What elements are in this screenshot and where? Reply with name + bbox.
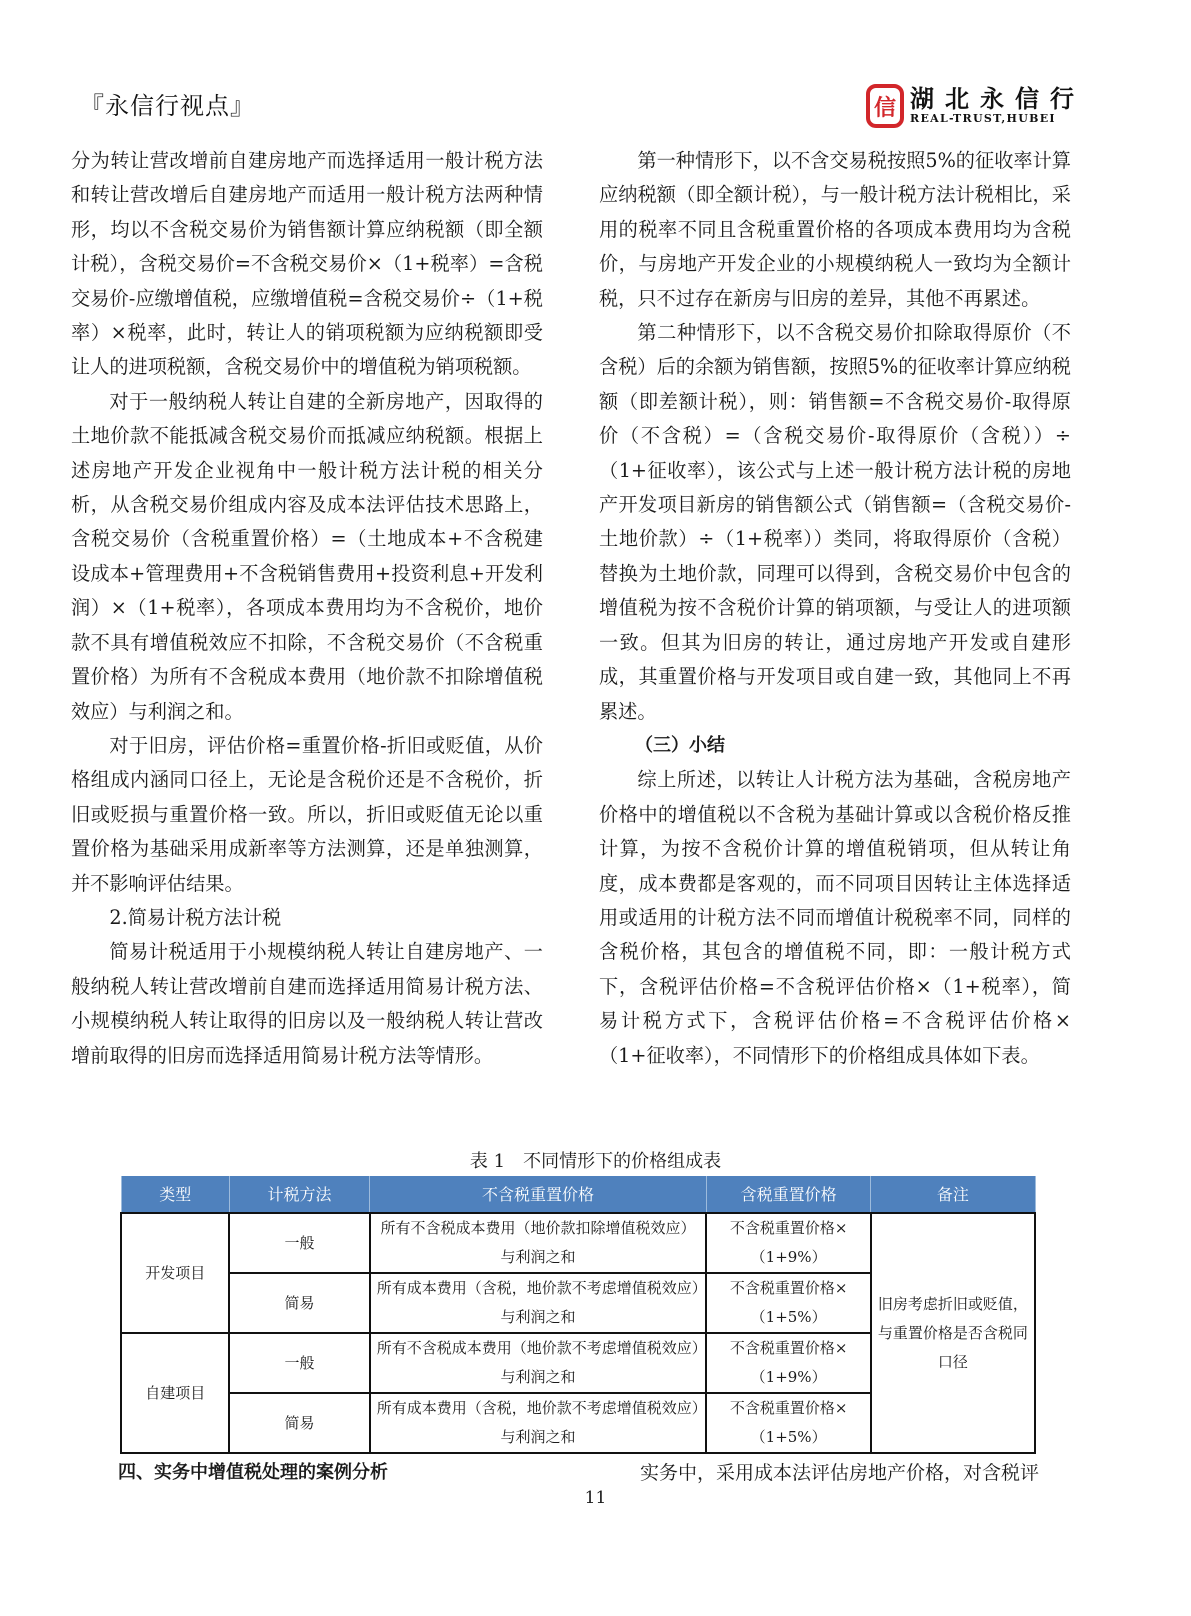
price-composition-table [120, 1176, 1036, 1454]
paragraph-continuation: 实务中，采用成本法评估房地产价格，对含税评 [640, 1462, 1040, 1484]
excl-tax-cell: 所有成本费用（含税，地价款不考虑增值税效应）与利润之和 [370, 1393, 707, 1453]
column-header-remark: 备注 [871, 1176, 1035, 1213]
paragraph: 对于旧房，评估价格=重置价格-折旧或贬值，从价格组成内涵同口径上，无论是含税价还是不含税价，折旧或贬损与重置价格一致。所以，折旧或贬值无论以重置价格为基础采用成新率等方法测算，还是单独测算，并不影响评估结果。 [71, 733, 543, 895]
subsection-heading: 2.简易计税方法计税 [109, 905, 282, 929]
seal-icon: 信 [866, 84, 904, 128]
paragraph: 分为转让营改增前自建房地产而选择适用一般计税方法和转让营改增后自建房地产而适用一般计税方法两种情形，均以不含税交易价为销售额计算应纳税额（即全额计税），含税交易价=不含税交易价×（1+税率）=含税交易价-应缴增值税，应缴增值税=含税交易价÷（1+税率）×税率，此时，转让人的销项税额为应纳税额即受让人的进项税额，含税交易价中的增值税为销项税额。 [71, 149, 543, 379]
table-header-row [121, 1176, 1035, 1213]
excl-tax-cell: 所有成本费用（含税，地价款不考虑增值税效应）与利润之和 [370, 1273, 707, 1333]
company-logo [866, 80, 1085, 132]
table-row [121, 1213, 1035, 1273]
table-caption: 表 1 不同情形下的价格组成表 [469, 1151, 722, 1172]
column-header-excl-tax: 不含税重置价格 [370, 1176, 707, 1213]
section-heading: 四、实务中增值税处理的案例分析 [118, 1462, 388, 1483]
right-column [599, 144, 1071, 1073]
publication-title: 『永信行视点』 [80, 92, 255, 120]
paragraph: 综上所述，以转让人计税方法为基础，含税房地产价格中的增值税以不含税为基础计算或以含税价格反推计算，为按不含税价计算的增值税销项，但从转让角度，成本费都是客观的，而不同项目因转让主体选择适用或适用的计税方法不同而增值计税税率不同，同样的含税价格，其包含的增值税不同，即：一般计税方式下，含税评估价格=不含税评估价格×（1+税率），简易计税方式下，含税评估价格=不含税评估价格×（1+征收率），不同情形下的价格组成具体如下表。 [599, 768, 1071, 1067]
paragraph: 简易计税适用于小规模纳税人转让自建房地产、一般纳税人转让营改增前自建而选择适用简易计税方法、小规模纳税人转让取得的旧房以及一般纳税人转让营改增前取得的旧房而选择适用简易计税方法等情形。 [71, 940, 543, 1067]
type-cell: 自建项目 [121, 1333, 229, 1453]
excl-tax-cell: 所有不含税成本费用（地价款不考虑增值税效应）与利润之和 [370, 1333, 707, 1393]
section-heading: （三）小结 [635, 734, 725, 756]
incl-tax-cell: 不含税重置价格×（1+9%） [706, 1333, 870, 1393]
method-cell: 一般 [229, 1333, 369, 1393]
column-header-method: 计税方法 [229, 1176, 369, 1213]
page-number: 11 [584, 1488, 607, 1508]
column-header-incl-tax: 含税重置价格 [706, 1176, 870, 1213]
method-cell: 简易 [229, 1273, 369, 1333]
excl-tax-cell: 所有不含税成本费用（地价款扣除增值税效应）与利润之和 [370, 1213, 707, 1273]
logo-chinese-name: 湖北永信行 [910, 85, 1085, 113]
column-header-type: 类型 [121, 1176, 229, 1213]
incl-tax-cell: 不含税重置价格×（1+5%） [706, 1393, 870, 1453]
remark-cell: 旧房考虑折旧或贬值，与重置价格是否含税同口径 [871, 1213, 1035, 1453]
paragraph: 第二种情形下，以不含税交易价扣除取得原价（不含税）后的余额为销售额，按照5%的征收率计算应纳税额（即差额计税），则：销售额=不含税交易价-取得原价（不含税）=（含税交易价-取得原价（含税））÷（1+征收率），该公式与上述一般计税方法计税的房地产开发项目新房的销售额公式（销售额=（含税交易价-土地价款）÷（1+税率））类同，将取得原价（含税）替换为土地价款，同理可以得到，含税交易价中包含的增值税为按不含税价计算的销项额，与受让人的进项额一致。但其为旧房的转让，通过房地产开发或自建形成，其重置价格与开发项目或自建一致，其他同上不再累述。 [599, 321, 1071, 723]
method-cell: 一般 [229, 1213, 369, 1273]
paragraph: 第一种情形下，以不含交易税按照5%的征收率计算应纳税额（即全额计税），与一般计税方法计税相比，采用的税率不同且含税重置价格的各项成本费用均为含税价，与房地产开发企业的小规模纳税人一致均为全额计税，只不过存在新房与旧房的差异，其他不再累述。 [599, 149, 1071, 310]
paragraph: 对于一般纳税人转让自建的全新房地产，因取得的土地价款不能抵减含税交易价而抵减应纳税额。根据上述房地产开发企业视角中一般计税方法计税的相关分析，从含税交易价组成内容及成本法评估技术思路上，含税交易价（含税重置价格）=（土地成本+不含税建设成本+管理费用+不含税销售费用+投资利息+开发利润）×（1+税率），各项成本费用均为不含税价，地价款不具有增值税效应不扣除，不含税交易价（不含税重置价格）为所有不含税成本费用（地价款不扣除增值税效应）与利润之和。 [71, 389, 543, 723]
logo-english-name: REAL-TRUST,HUBEI [910, 112, 1056, 125]
incl-tax-cell: 不含税重置价格×（1+5%） [706, 1273, 870, 1333]
incl-tax-cell: 不含税重置价格×（1+9%） [706, 1213, 870, 1273]
type-cell: 开发项目 [121, 1213, 229, 1333]
method-cell: 简易 [229, 1393, 369, 1453]
left-column [71, 144, 543, 1073]
